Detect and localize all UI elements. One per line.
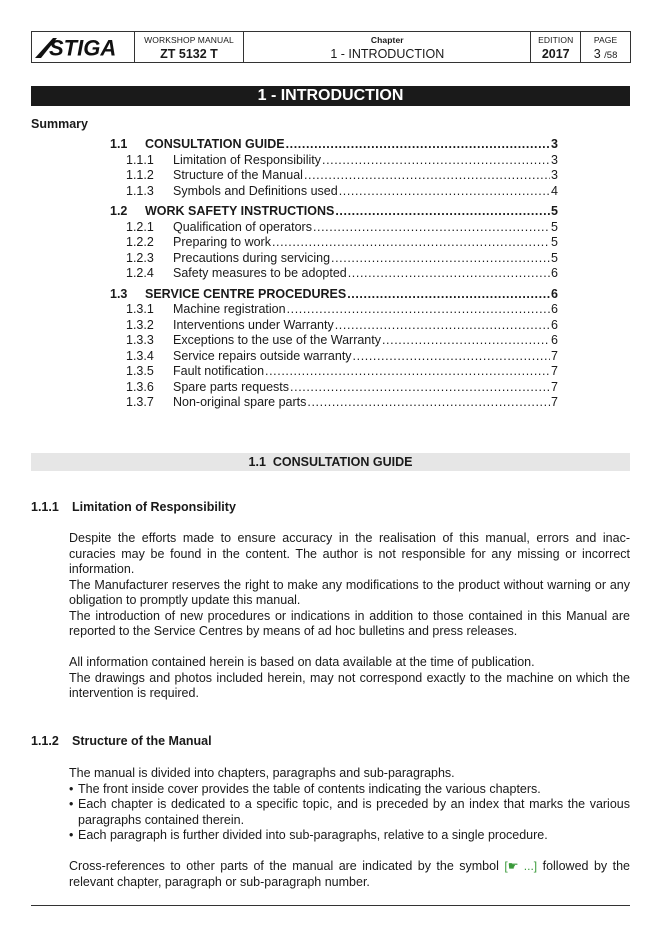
page-current: 3 <box>593 47 601 61</box>
toc-leader <box>272 235 550 251</box>
toc-label: Non-original spare parts <box>173 395 307 409</box>
paragraph: Despite the efforts made to ensure accuracy in the realisation of this manual, errors and inac-curacies may be found in the content. The author is not responsible for any missing or incorrect information. <box>69 531 630 576</box>
toc-page: 3 <box>551 137 558 151</box>
heading-1-1-2 <box>31 734 212 748</box>
toc-page: 3 <box>551 152 558 167</box>
paragraph: All information contained herein is based on data available at the time of publication. <box>69 655 535 669</box>
list-item: • The front inside cover provides the table of contents indicating the various chapters. <box>69 782 630 798</box>
manual-model: ZT 5132 T <box>160 47 218 61</box>
toc-entry <box>110 137 558 153</box>
toc-entry <box>110 153 558 169</box>
toc-entry <box>110 333 558 349</box>
toc-num: 1.1 <box>110 137 128 151</box>
page-cell <box>581 32 630 62</box>
toc-entry <box>110 266 558 282</box>
toc-page: 7 <box>551 348 558 363</box>
bullet-list <box>69 782 630 844</box>
toc-num: 1.3.5 <box>126 364 154 378</box>
toc-entry <box>110 364 558 380</box>
toc-num: 1.2.2 <box>126 235 154 249</box>
section-num: 1.1 <box>248 455 266 469</box>
toc-num: 1.1.2 <box>126 168 154 182</box>
chapter-label: Chapter <box>370 35 404 45</box>
toc-num: 1.3 <box>110 286 128 301</box>
toc-entry <box>110 251 558 267</box>
heading-1-1-1 <box>31 500 236 514</box>
toc-label: Machine registration <box>173 302 286 316</box>
toc-page: 5 <box>551 235 558 249</box>
toc-leader <box>287 302 550 318</box>
toc-label: Safety measures to be adopted <box>173 266 347 280</box>
chapter-cell <box>244 32 531 62</box>
section-title: CONSULTATION GUIDE <box>272 455 413 469</box>
paragraph: The drawings and photos included herein, may not correspond exactly to the machine on which the intervention is required. <box>69 670 630 700</box>
edition-value: 2017 <box>541 47 570 61</box>
page-header <box>31 31 631 63</box>
toc-page: 5 <box>551 250 558 265</box>
list-item: • Each paragraph is further divided into sub-paragraphs, relative to a single procedure. <box>69 828 630 844</box>
heading-title: Limitation of Responsibility <box>72 500 236 514</box>
cross-reference-icon: [☛ ...] <box>504 859 538 873</box>
xref-text-before: Cross-references to other parts of the manual are indicated by the symbol <box>69 859 499 873</box>
toc-label: Qualification of operators <box>173 219 312 234</box>
brand-text: STIGA <box>48 36 117 58</box>
toc-num: 1.2.4 <box>126 266 154 280</box>
toc-leader <box>353 349 551 365</box>
toc-label: Service repairs outside warranty <box>173 348 352 363</box>
summary-heading: Summary <box>31 117 88 131</box>
paragraph: The Manufacturer reserves the right to make any modifications to the product without warning or any obligation to promptly update this manual. <box>69 577 630 607</box>
toc-leader <box>348 266 550 282</box>
stiga-logo-icon <box>35 36 131 58</box>
toc-page: 6 <box>551 286 558 301</box>
paragraph: The introduction of new procedures or indications in addition to those contained in this Manual are reported to the Service Centres by means of ad hoc bulletins and press releases. <box>69 608 630 638</box>
toc-page: 6 <box>551 317 558 332</box>
toc-label: Fault notification <box>173 364 265 378</box>
toc-leader <box>347 287 550 303</box>
heading-title: Structure of the Manual <box>72 734 212 748</box>
page-number <box>594 46 618 64</box>
body-1-1-1 <box>69 531 630 702</box>
toc-leader <box>335 318 550 334</box>
toc-leader <box>335 204 550 220</box>
toc-leader <box>331 251 550 267</box>
toc-page: 5 <box>551 204 558 218</box>
toc-entry <box>110 395 558 411</box>
toc-leader <box>313 220 550 236</box>
toc-label: Symbols and Definitions used <box>173 183 338 198</box>
xref-text-after: followed by the relevant chapter, paragraph or sub-paragraph number. <box>69 859 630 889</box>
chapter-value: 1 - INTRODUCTION <box>330 47 445 61</box>
toc-num: 1.3.3 <box>126 333 154 347</box>
toc-page: 4 <box>551 183 558 198</box>
heading-num: 1.1.1 <box>31 500 59 514</box>
toc-num: 1.2 <box>110 204 128 218</box>
paragraph <box>69 859 630 890</box>
body-1-1-2 <box>69 766 630 890</box>
edition-cell <box>531 32 581 62</box>
toc-page: 6 <box>551 302 558 316</box>
toc-entry <box>110 302 558 318</box>
toc-entry <box>110 168 558 184</box>
chapter-title: 1 - INTRODUCTION <box>31 86 630 106</box>
toc-leader <box>322 153 550 169</box>
manual-label: WORKSHOP MANUAL <box>144 35 234 45</box>
toc-num: 1.1.3 <box>126 183 154 198</box>
toc-num: 1.3.7 <box>126 395 154 409</box>
toc-num: 1.3.2 <box>126 317 154 332</box>
toc-entry <box>110 204 558 220</box>
toc-label: Exceptions to the use of the Warranty <box>173 333 381 347</box>
heading-num: 1.1.2 <box>31 734 59 748</box>
list-item: • Each chapter is dedicated to a specific topic, and is preceded by an index that marks the various paragraphs contained therein. <box>69 797 630 828</box>
toc-page: 7 <box>551 364 558 378</box>
toc-label: SERVICE CENTRE PROCEDURES <box>145 286 347 301</box>
toc-label: Structure of the Manual <box>173 168 303 182</box>
toc-label: Precautions during servicing <box>173 250 331 265</box>
page-label: PAGE <box>593 35 618 45</box>
toc-entry <box>110 380 558 396</box>
toc-leader <box>304 168 550 184</box>
toc-entry <box>110 220 558 236</box>
toc-num: 1.3.4 <box>126 348 154 363</box>
toc-num: 1.3.6 <box>126 379 154 394</box>
table-of-contents <box>110 137 558 411</box>
toc-entry <box>110 318 558 334</box>
toc-leader <box>286 137 550 153</box>
toc-page: 6 <box>551 333 558 347</box>
toc-label: WORK SAFETY INSTRUCTIONS <box>145 204 335 218</box>
toc-leader <box>307 395 550 411</box>
toc-num: 1.1.1 <box>126 152 154 167</box>
page-total: /58 <box>604 50 618 61</box>
toc-leader <box>265 364 550 380</box>
brand-logo <box>32 32 135 62</box>
toc-label: Limitation of Responsibility <box>173 152 321 167</box>
toc-leader <box>339 184 550 200</box>
toc-leader <box>382 333 550 349</box>
toc-label: Spare parts requests <box>173 379 290 394</box>
toc-leader <box>290 380 550 396</box>
toc-entry <box>110 235 558 251</box>
toc-label: CONSULTATION GUIDE <box>145 137 285 151</box>
section-bar-1-1 <box>31 453 630 471</box>
manual-cell <box>135 32 245 62</box>
toc-page: 7 <box>551 379 558 394</box>
footer-rule <box>31 905 630 906</box>
toc-label: Preparing to work <box>173 235 271 249</box>
edition-label: EDITION <box>538 35 574 45</box>
toc-num: 1.2.1 <box>126 219 154 234</box>
toc-page: 3 <box>551 168 558 182</box>
toc-num: 1.3.1 <box>126 302 154 316</box>
toc-page: 7 <box>551 395 558 409</box>
toc-entry <box>110 349 558 365</box>
toc-entry <box>110 287 558 303</box>
toc-page: 5 <box>551 219 558 234</box>
toc-entry <box>110 184 558 200</box>
toc-label: Interventions under Warranty <box>173 317 334 332</box>
toc-page: 6 <box>551 266 558 280</box>
paragraph: The manual is divided into chapters, paragraphs and sub-paragraphs. <box>69 766 455 780</box>
toc-num: 1.2.3 <box>126 250 154 265</box>
